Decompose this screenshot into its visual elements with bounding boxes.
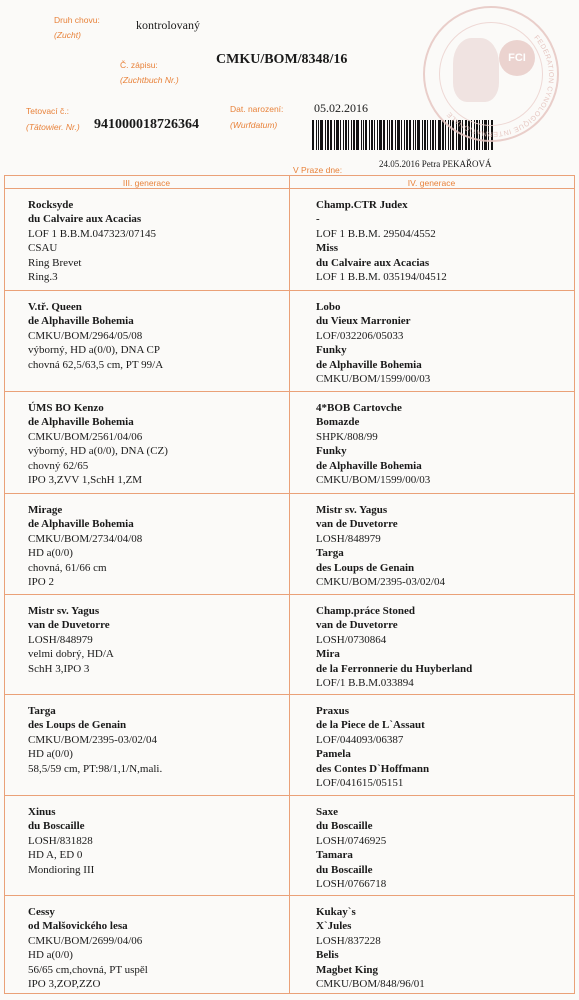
dog-info-line: LOF/044093/06387 <box>316 733 404 746</box>
dog-info-line: SchH 3,IPO 3 <box>28 662 90 675</box>
barcode-bar <box>312 120 314 150</box>
dog-name-line: Rocksyde <box>28 199 74 211</box>
pedigree-cell-right <box>316 805 386 891</box>
barcode-bar <box>374 120 375 150</box>
pedigree-cell-left <box>28 198 156 284</box>
dog-info-line: LOF/1 B.B.M.033894 <box>316 677 414 690</box>
dog-info-line: Ring Brevet <box>28 256 82 269</box>
row-divider <box>4 290 575 291</box>
dog-info-line: CMKU/BOM/2699/04/06 <box>28 934 143 947</box>
row-divider <box>4 694 575 695</box>
dog-name-line: Mirage <box>28 504 63 516</box>
dog-info-line: HD a(0/0) <box>28 547 73 560</box>
dog-name-line: du Boscaille <box>316 863 373 876</box>
barcode-bar <box>422 120 423 150</box>
dog-name-line: Bomazde <box>316 416 360 429</box>
dog-name-line: van de Duvetorre <box>316 619 398 632</box>
barcode-bar <box>340 120 341 150</box>
dog-info-line: LOSH/0746925 <box>316 834 387 847</box>
pedigree-cell-left <box>28 805 94 877</box>
column-header-right: IV. generace <box>407 178 456 188</box>
dog-name-line: Funky <box>316 344 347 357</box>
dog-info-line: HD a(0/0) <box>28 748 73 761</box>
barcode-bar <box>379 120 382 150</box>
dog-name-line: des Contes D`Hoffmann <box>316 762 430 775</box>
dog-info-line: LOSH/837228 <box>316 934 381 947</box>
barcode-bar <box>336 120 339 150</box>
dog-info-line: IPO 3,ZOP,ZZO <box>28 978 101 991</box>
dog-name-line: V.tř. Queen <box>28 301 82 313</box>
breed-status-label-de: (Zucht) <box>54 30 81 40</box>
barcode-bar <box>415 120 416 150</box>
pedigree-cell-right <box>316 503 445 589</box>
row-divider <box>4 493 575 494</box>
dog-info-line: CMKU/BOM/1599/00/03 <box>316 474 431 487</box>
dog-info-line: CMKU/BOM/1599/00/03 <box>316 373 431 386</box>
dog-info-line: CMKU/BOM/2734/04/08 <box>28 532 143 545</box>
pedigree-cell-right <box>316 300 430 386</box>
dog-info-line: CMKU/BOM/848/96/01 <box>316 978 425 991</box>
dog-info-line: LOF/032206/05033 <box>316 329 404 342</box>
dog-name-line: Praxus <box>316 705 349 717</box>
barcode-bar <box>343 120 344 150</box>
registry-number: CMKU/BOM/8348/16 <box>216 52 348 67</box>
barcode-bar <box>330 120 332 150</box>
dog-info-line: výborný, HD a(0/0), DNA (CZ) <box>28 445 168 458</box>
barcode-bar <box>413 120 414 150</box>
header-divider <box>4 188 575 189</box>
barcode-bar <box>369 120 370 150</box>
barcode-bar <box>353 120 355 150</box>
dog-name-line: van de Duvetorre <box>316 518 398 531</box>
dog-name-line: Cessy <box>28 906 55 918</box>
dog-name-line: du Vieux Marronier <box>316 315 411 328</box>
dog-name-line: Targa <box>28 705 56 717</box>
pedigree-cell-left <box>28 604 114 676</box>
dog-name-line: Miss <box>316 242 338 255</box>
row-divider <box>4 895 575 896</box>
pedigree-table <box>4 175 575 995</box>
fci-logo-icon: FCI <box>499 40 535 76</box>
dog-name-line: Funky <box>316 445 347 458</box>
dog-name-line: de la Ferronnerie du Huyberland <box>316 662 473 675</box>
dog-info-line: chovný 62/65 <box>28 459 89 472</box>
barcode-bar <box>409 120 411 150</box>
barcode-bar <box>356 120 359 150</box>
dog-info-line: LOF 1 B.B.M. 035194/04512 <box>316 271 447 284</box>
dog-name-line: - <box>316 213 320 226</box>
dog-name-line: Champ.práce Stoned <box>316 605 416 617</box>
dog-info-line: HD a(0/0) <box>28 949 73 962</box>
dog-info-line: CMKU/BOM/2395-03/02/04 <box>28 733 157 746</box>
pedigree-cell-left <box>28 503 142 589</box>
issued-value: 24.05.2016 Petra PEKAŘOVÁ <box>379 159 492 169</box>
barcode-bar <box>361 120 362 150</box>
pedigree-cell-right <box>316 198 447 284</box>
dog-name-line: du Calvaire aux Acacias <box>28 213 142 226</box>
barcode-bar <box>320 120 323 150</box>
dog-name-line: de Alphaville Bohemia <box>316 459 422 472</box>
birth-date-label-de: (Wurfdatum) <box>230 120 278 130</box>
issued-label: V Praze dne: <box>293 165 343 175</box>
dog-name-line: 4*BOB Cartovche <box>316 402 402 414</box>
pedigree-cell-left <box>28 300 163 372</box>
dog-info-line: LOSH/831828 <box>28 834 93 847</box>
dog-info-line: LOSH/0730864 <box>316 633 387 646</box>
dog-name-line: des Loups de Genain <box>28 719 127 732</box>
barcode-bar <box>401 120 402 150</box>
row-divider <box>4 594 575 595</box>
breed-status-value: kontrolovaný <box>136 18 200 32</box>
dog-name-line: de Alphaville Bohemia <box>316 358 422 371</box>
barcode-bar <box>391 120 393 150</box>
dog-info-line: HD A, ED 0 <box>28 849 83 862</box>
dog-info-line: CSAU <box>28 242 58 255</box>
birth-date-value: 05.02.2016 <box>314 101 368 115</box>
barcode-bar <box>383 120 385 150</box>
tattoo-label: Tetovací č.: <box>26 106 69 116</box>
svg-text:FEDERATION CYNOLOGIQUE INTERNA: FEDERATION CYNOLOGIQUE INTERNATIONALE <box>445 34 555 138</box>
pedigree-cell-left <box>28 704 162 776</box>
dog-info-line: LOF/041615/05151 <box>316 777 404 790</box>
birth-date-label: Dat. narození: <box>230 104 284 114</box>
dog-info-line: 58,5/59 cm, PT:98/1,1/N,mali. <box>28 762 163 775</box>
dog-info-line: LOSH/0766718 <box>316 878 387 891</box>
tattoo-number: 941000018726364 <box>94 117 199 132</box>
barcode-bar <box>334 120 335 150</box>
dog-name-line: de Alphaville Bohemia <box>28 518 134 531</box>
table-border-left <box>4 175 5 993</box>
dog-name-line: Targa <box>316 547 344 560</box>
dog-name-line: od Malšovického lesa <box>28 920 128 933</box>
pedigree-cell-right <box>316 401 430 487</box>
dog-info-line: chovná 62,5/63,5 cm, PT 99/A <box>28 358 164 371</box>
dog-name-line: Mistr sv. Yagus <box>28 605 100 617</box>
dog-info-line: chovná, 61/66 cm <box>28 561 107 574</box>
barcode-bar <box>395 120 396 150</box>
dog-info-line: CMKU/BOM/2561/04/06 <box>28 430 143 443</box>
dog-name-line: Xinus <box>28 806 56 818</box>
dog-name-line: du Calvaire aux Acacias <box>316 256 430 269</box>
barcode-bar <box>377 120 378 150</box>
pedigree-cell-right <box>316 704 429 790</box>
dog-name-line: Mira <box>316 648 340 661</box>
registry-label: Č. zápisu: <box>120 60 158 70</box>
barcode-bar <box>345 120 347 150</box>
dog-name-line: Magbet King <box>316 963 379 976</box>
barcode-bar <box>365 120 367 150</box>
registry-label-de: (Zuchtbuch Nr.) <box>120 75 179 85</box>
dog-info-line: LOF 1 B.B.M. 29504/4552 <box>316 227 436 240</box>
barcode-bar <box>348 120 349 150</box>
row-divider <box>4 391 575 392</box>
dog-info-line: SHPK/808/99 <box>316 430 378 443</box>
dog-info-line: LOSH/848979 <box>316 532 381 545</box>
dog-info-line: CMKU/BOM/2395-03/02/04 <box>316 576 445 589</box>
dog-name-line: van de Duvetorre <box>28 619 110 632</box>
dog-info-line: LOSH/848979 <box>28 633 93 646</box>
dog-info-line: výborný, HD a(0/0), DNA CP <box>28 344 160 357</box>
barcode-bar <box>404 120 405 150</box>
dog-name-line: du Boscaille <box>28 820 85 833</box>
barcode-bar <box>316 120 317 150</box>
dog-info-line: IPO 2 <box>28 576 54 589</box>
row-divider <box>4 993 575 994</box>
column-header-left: III. generace <box>122 178 171 188</box>
barcode-bar <box>406 120 408 150</box>
dog-info-line: CMKU/BOM/2964/05/08 <box>28 329 143 342</box>
dog-info-line: Mondioring III <box>28 863 95 876</box>
dog-info-line: velmi dobrý, HD/A <box>28 648 114 661</box>
dog-name-line: de la Piece de L`Assaut <box>316 719 425 732</box>
dog-name-line: des Loups de Genain <box>316 561 415 574</box>
fci-seal <box>423 6 559 142</box>
pedigree-cell-left <box>28 401 168 487</box>
barcode-bar <box>318 120 319 150</box>
table-border-right <box>574 175 575 993</box>
dog-name-line: du Boscaille <box>316 820 373 833</box>
breed-status-label: Druh chovu: <box>54 15 100 25</box>
tattoo-label-de: (Tätowier. Nr.) <box>26 122 80 132</box>
barcode-bar <box>397 120 400 150</box>
barcode-bar <box>325 120 326 150</box>
barcode-bar <box>417 120 420 150</box>
barcode-bar <box>363 120 364 150</box>
table-border-top <box>4 175 575 176</box>
dog-name-line: Mistr sv. Yagus <box>316 504 388 516</box>
table-divider <box>289 175 290 993</box>
dog-info-line: 56/65 cm,chovná, PT uspěl <box>28 963 148 976</box>
row-divider <box>4 795 575 796</box>
dog-name-line: Champ.CTR Judex <box>316 199 408 211</box>
dog-name-line: Belis <box>316 949 339 962</box>
dog-info-line: LOF 1 B.B.M.047323/07145 <box>28 227 157 240</box>
pedigree-cell-left <box>28 905 148 991</box>
barcode-bar <box>371 120 373 150</box>
dog-name-line: Kukay`s <box>316 906 356 918</box>
dog-name-line: Pamela <box>316 748 351 761</box>
barcode-bar <box>389 120 390 150</box>
dog-name-line: X`Jules <box>316 920 352 933</box>
dog-name-line: de Alphaville Bohemia <box>28 315 134 328</box>
barcode-bar <box>327 120 329 150</box>
dog-name-line: Tamara <box>316 849 353 862</box>
dog-info-line: IPO 3,ZVV 1,SchH 1,ZM <box>28 474 143 487</box>
dog-name-line: Saxe <box>316 806 338 818</box>
pedigree-cell-right <box>316 905 425 991</box>
dog-info-line: Ring.3 <box>28 271 58 284</box>
barcode-bar <box>351 120 352 150</box>
seal-ring-text <box>425 8 561 144</box>
barcode-bar <box>387 120 388 150</box>
pedigree-cell-right <box>316 604 472 690</box>
dog-name-line: de Alphaville Bohemia <box>28 416 134 429</box>
dog-name-line: ÚMS BO Kenzo <box>28 402 104 414</box>
dog-name-line: Lobo <box>316 301 341 313</box>
